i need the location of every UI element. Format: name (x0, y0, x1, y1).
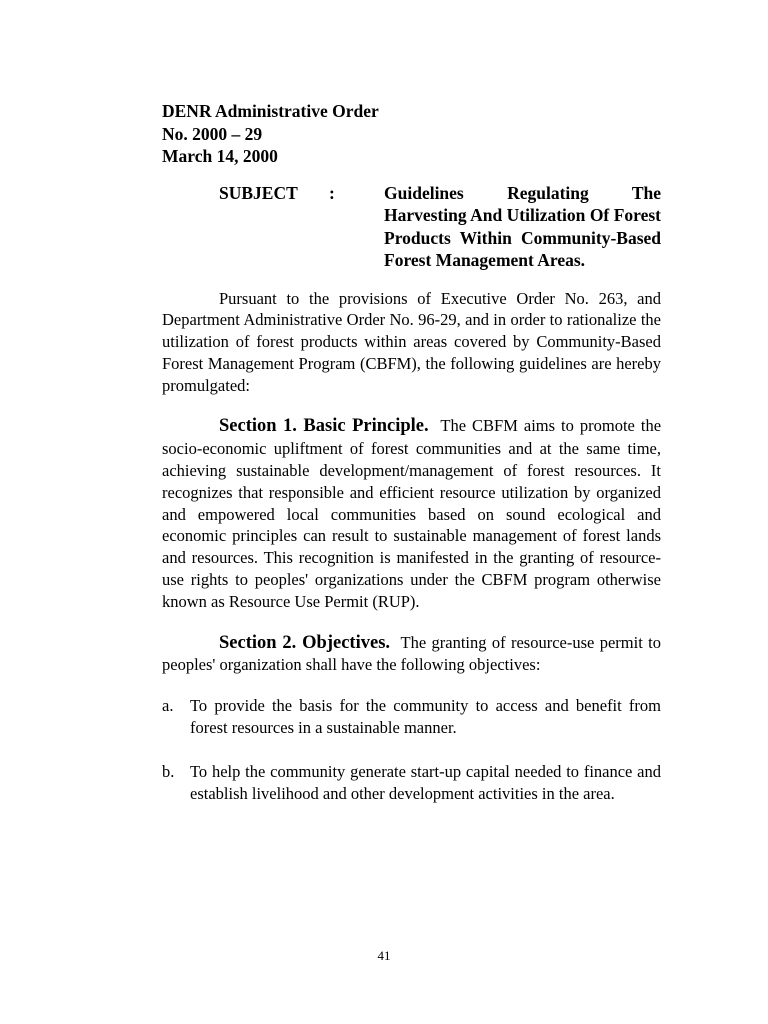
page-number: 41 (377, 948, 391, 963)
section-1-paragraph (162, 415, 661, 612)
order-title: DENR Administrative Order (162, 101, 379, 121)
list-item-text: To help the community generate start-up capital needed to finance and establish livelihood and other development activities in the area. (190, 761, 661, 803)
objectives-list (162, 695, 661, 804)
order-date: March 14, 2000 (162, 146, 278, 166)
section-2-paragraph (162, 632, 661, 677)
list-item (162, 695, 661, 739)
document-page (162, 100, 661, 826)
subject-colon: : (329, 182, 335, 203)
section-2-heading: Section 2. Objectives. (219, 632, 391, 653)
intro-paragraph: Pursuant to the provisions of Executive Order No. 263, and Department Administrative Order No. 96-29, and in order to rationalize the utilization of forest products within areas covered by Community-Based Forest Management Program (CBFM), the following guidelines are hereby promulgated: (162, 288, 661, 395)
list-item-text: To provide the basis for the community to access and benefit from forest resources in a sustainable manner. (190, 696, 661, 738)
list-item-letter: b. (162, 761, 175, 781)
order-number: No. 2000 – 29 (162, 123, 263, 144)
list-item (162, 761, 661, 805)
subject-text: Guidelines Regulating The Harvesting And Utilization Of Forest Products Within Community-Based Forest Management Areas. (384, 182, 661, 270)
section-2-body: The granting of resource-use permit to peoples' organization shall have the following objectives: (162, 632, 662, 675)
list-item-letter: a. (162, 696, 174, 716)
order-header (162, 100, 661, 168)
subject-label: SUBJECT (219, 182, 298, 203)
section-1-body: The CBFM aims to promote the socio-economic upliftment of forest communities and at the same time, achieving sustainable development/management of forest resources. It recognizes that responsible and efficient resource utilization by organized and empowered local communities based on sound ecological and economic principles can result to sustainable management of forest lands and resources. This recognition is manifested in the granting of resource-use rights to peoples' organizations under the CBFM program otherwise known as Resource Use Permit (RUP). (162, 416, 662, 611)
subject-block (162, 182, 661, 272)
section-1-heading: Section 1. Basic Principle. (219, 416, 429, 437)
